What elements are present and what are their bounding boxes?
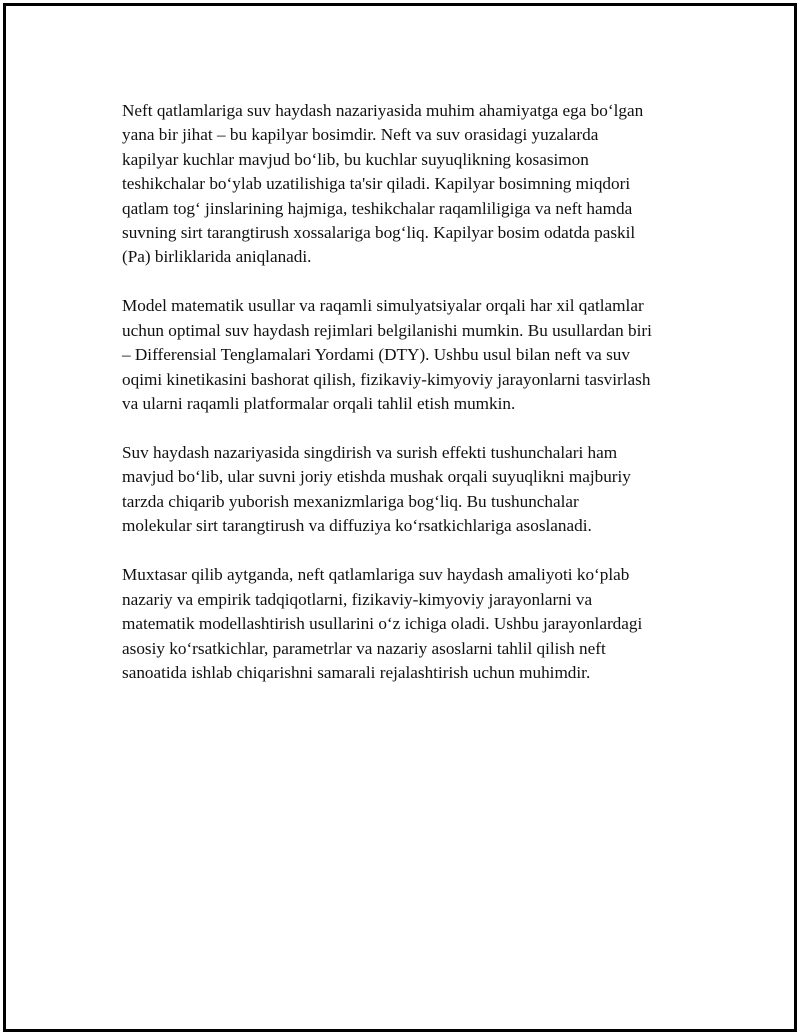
text-line: oqimi kinetikasini bashorat qilish, fizikaviy-kimyoviy jarayonlarni tasvirlash (122, 369, 651, 389)
text-line: asosiy ko‘rsatkichlar, parametrlar va nazariy asoslarni tahlil qilish neft (122, 638, 606, 658)
paragraph-imbibition-effect (122, 441, 722, 539)
paragraph-conclusion (122, 563, 722, 685)
text-line: matematik modellashtirish usullarini o‘z ichiga oladi. Ushbu jarayonlardagi (122, 614, 643, 634)
text-line: sanoatida ishlab chiqarishni samarali rejalashtirish uchun muhimdir. (122, 662, 591, 682)
text-line: suvning sirt tarangtirush xossalariga bog‘liq. Kapilyar bosim odatda paskil (122, 223, 636, 243)
page-border (3, 3, 797, 1032)
text-line: Suv haydash nazariyasida singdirish va surish effekti tushunchalari ham (122, 443, 618, 463)
text-line: nazariy va empirik tadqiqotlarni, fizikaviy-kimyoviy jarayonlarni va (122, 589, 593, 609)
text-line: kapilyar kuchlar mavjud bo‘lib, bu kuchlar suyuqlikning kosasimon (122, 149, 589, 169)
text-line: uchun optimal suv haydash rejimlari belgilanishi mumkin. Bu usullardan biri (122, 320, 652, 340)
text-line: teshikchalar bo‘ylab uzatilishiga ta'sir qiladi. Kapilyar bosimning miqdori (122, 174, 631, 194)
text-line: mavjud bo‘lib, ular suvni joriy etishda mushak orqali suyuqlikni majburiy (122, 467, 631, 487)
text-line: (Pa) birliklarida aniqlanadi. (122, 247, 312, 267)
text-line: Muxtasar qilib aytganda, neft qatlamlariga suv haydash amaliyoti ko‘plab (122, 565, 630, 585)
text-line: Model matematik usullar va raqamli simulyatsiyalar orqali har xil qatlamlar (122, 296, 644, 316)
paragraph-mathematical-models (122, 294, 722, 416)
text-line: molekular sirt tarangtirush va diffuziya ko‘rsatkichlariga asoslanadi. (122, 516, 592, 536)
text-line: qatlam tog‘ jinslarining hajmiga, teshikchalar raqamliligiga va neft hamda (122, 198, 633, 218)
document-body (122, 99, 722, 710)
text-line: tarzda chiqarib yuborish mexanizmlariga bog‘liq. Bu tushunchalar (122, 491, 579, 511)
text-line: yana bir jihat – bu kapilyar bosimdir. Neft va suv orasidagi yuzalarda (122, 125, 599, 145)
text-line: va ularni raqamli platformalar orqali tahlil etish mumkin. (122, 394, 516, 414)
text-line: Neft qatlamlariga suv haydash nazariyasida muhim ahamiyatga ega bo‘lgan (122, 101, 644, 120)
paragraph-capillary-pressure (122, 99, 722, 270)
text-line: – Differensial Tenglamalari Yordami (DTY). Ushbu usul bilan neft va suv (122, 345, 630, 365)
